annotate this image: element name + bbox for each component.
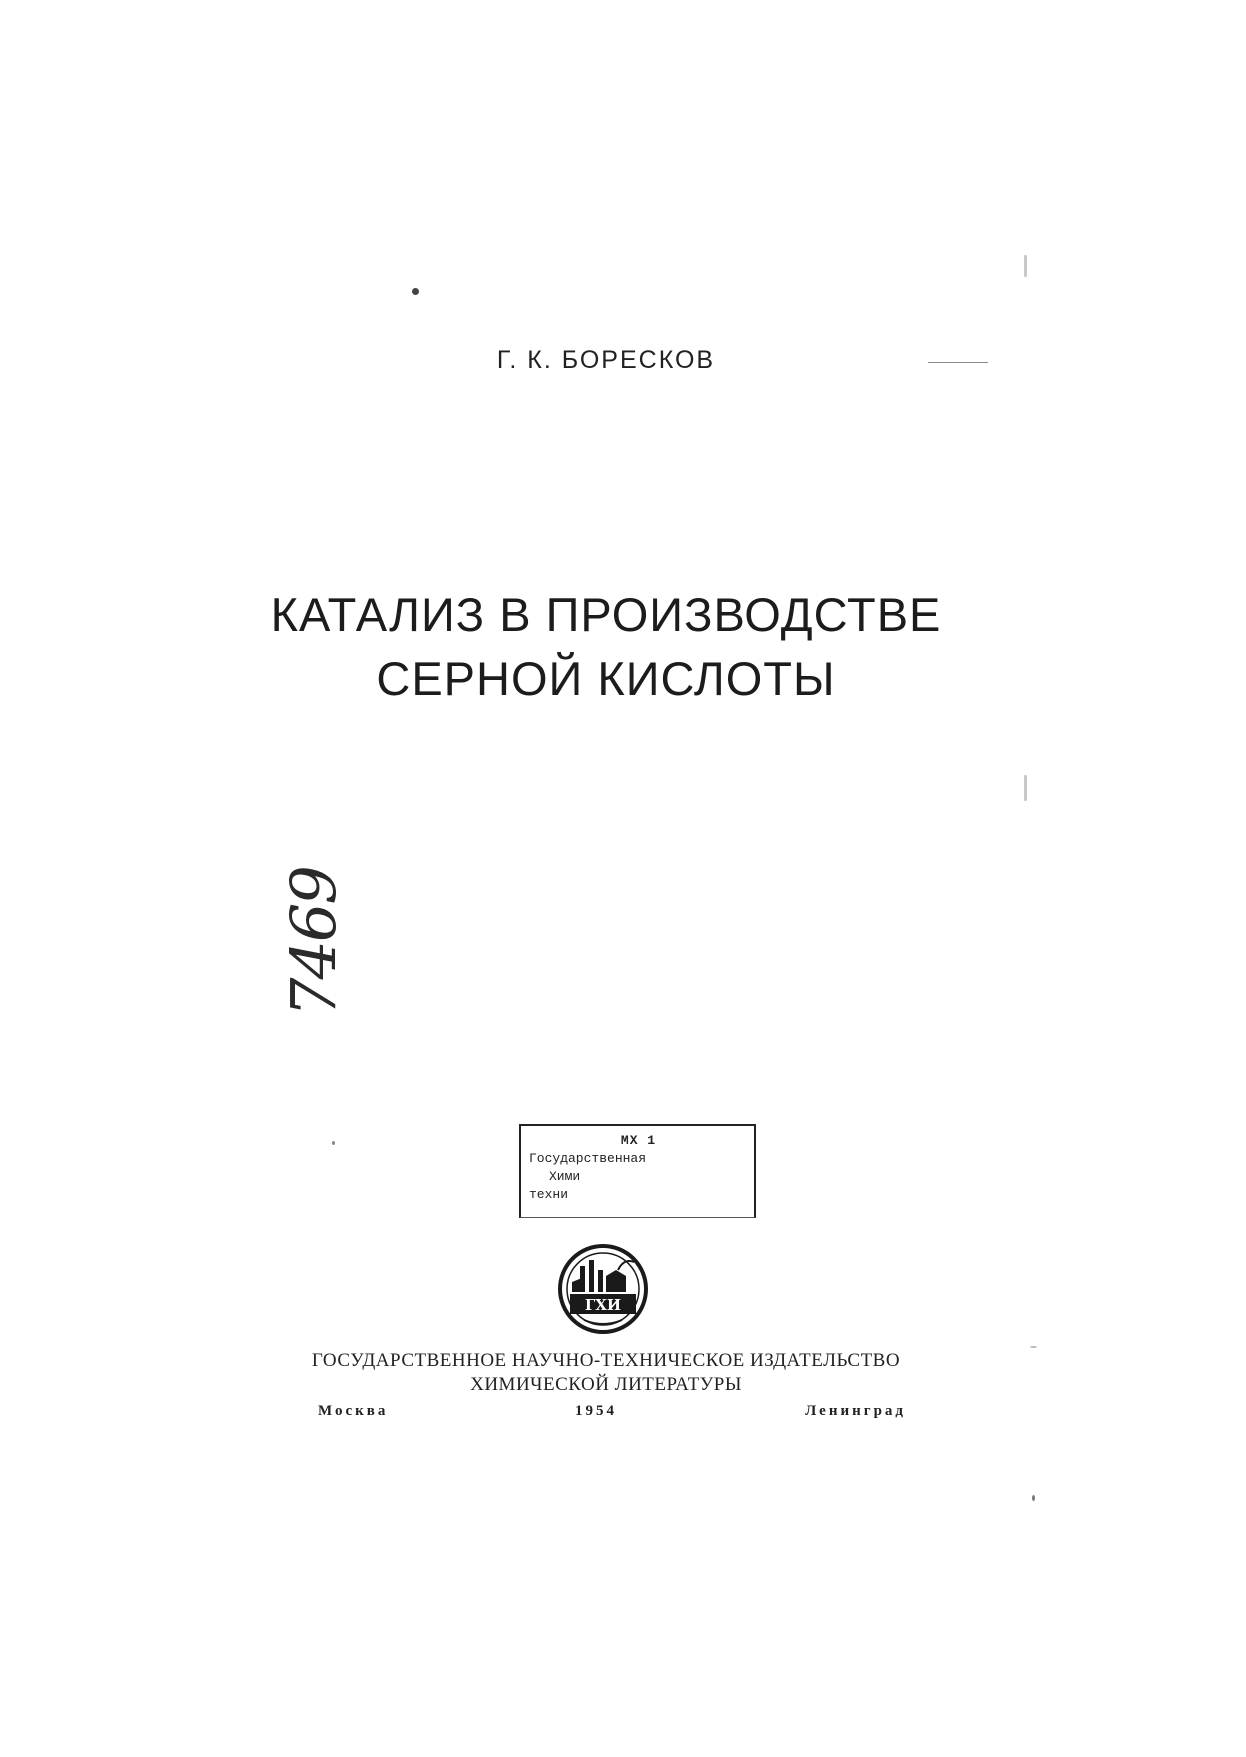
stamp-line-3: Хими bbox=[549, 1169, 581, 1184]
ink-speck bbox=[1024, 255, 1027, 277]
imprint-city-leningrad: Ленинград bbox=[805, 1403, 906, 1419]
book-title-line-2: СЕРНОЙ КИСЛОТЫ bbox=[376, 652, 836, 705]
imprint-city-moscow: Москва bbox=[318, 1403, 389, 1419]
publisher-logo bbox=[558, 1244, 648, 1334]
publisher-name bbox=[0, 1349, 1212, 1397]
ink-speck bbox=[412, 288, 419, 295]
stamp-line-2: Государственная bbox=[529, 1151, 647, 1166]
library-stamp bbox=[519, 1124, 756, 1218]
ink-speck bbox=[332, 1141, 335, 1145]
book-title bbox=[0, 583, 1212, 711]
author-name: Г. К. БОРЕСКОВ bbox=[496, 346, 716, 374]
stamp-line-4: техни bbox=[529, 1187, 569, 1202]
ink-speck bbox=[1024, 775, 1027, 801]
imprint-year: 1954 bbox=[575, 1403, 617, 1419]
book-title-line-1: КАТАЛИЗ В ПРОИЗВОДСТВЕ bbox=[270, 588, 942, 641]
imprint-line bbox=[318, 1403, 906, 1425]
ink-speck bbox=[1030, 1346, 1037, 1348]
ink-speck bbox=[1032, 1495, 1035, 1501]
stamp-line-1: МХ 1 bbox=[620, 1133, 657, 1148]
logo-text: ГХИ bbox=[584, 1296, 622, 1314]
handwritten-inventory-number: 7469 bbox=[277, 867, 350, 1017]
publisher-line-1: ГОСУДАРСТВЕННОЕ НАУЧНО-ТЕХНИЧЕСКОЕ ИЗДАТЕЛЬСТВО bbox=[311, 1350, 901, 1371]
publisher-line-2: ХИМИЧЕСКОЙ ЛИТЕРАТУРЫ bbox=[470, 1374, 742, 1395]
